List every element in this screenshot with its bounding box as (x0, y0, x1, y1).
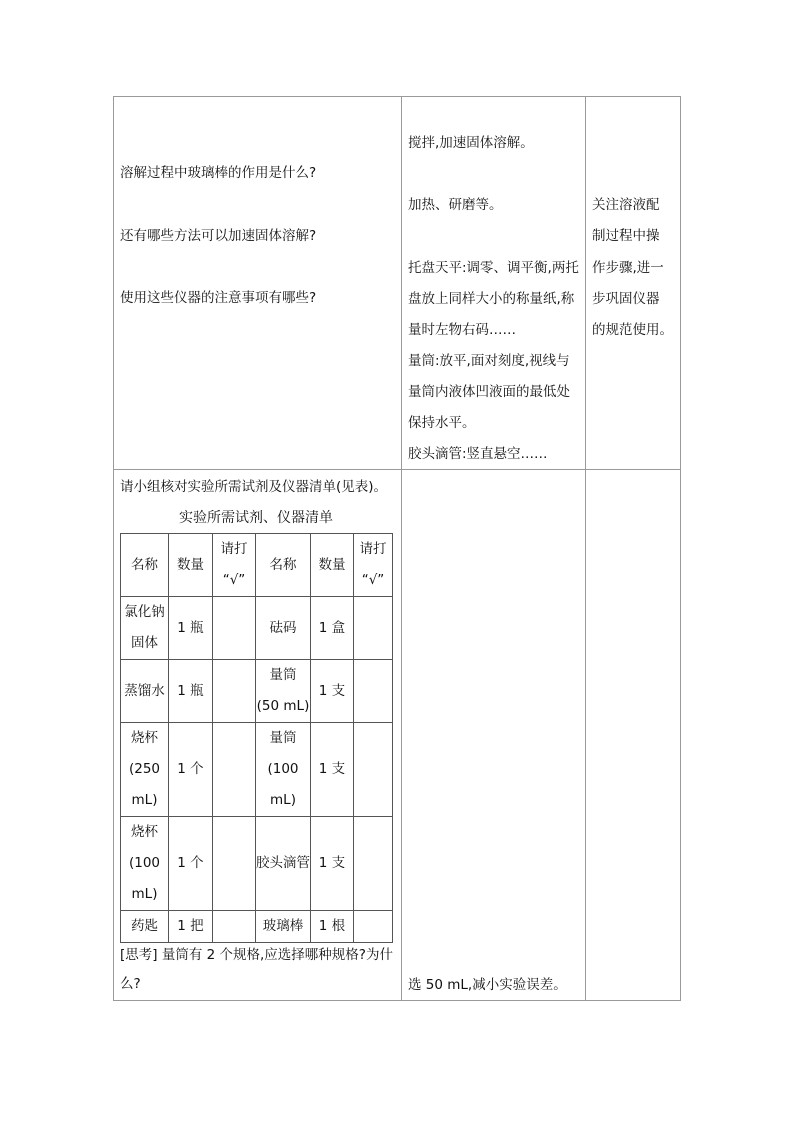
item-quantity: 1 瓶 (169, 597, 213, 660)
item-name: 蒸馏水 (121, 660, 169, 723)
question-speed-dissolve: 还有哪些方法可以加速固体溶解? (120, 228, 317, 244)
table-row (121, 817, 393, 911)
answer-line: 胶头滴管:竖直悬空…… (408, 446, 548, 462)
check-cell[interactable] (213, 723, 256, 817)
header-check: 请打 “√” (354, 534, 393, 597)
item-name: 氯化钠 固体 (121, 597, 169, 660)
check-cell[interactable] (213, 911, 256, 943)
row-divider (113, 469, 681, 470)
header-check: 请打 “√” (213, 534, 256, 597)
header-name: 名称 (256, 534, 311, 597)
design-intent-line: 关注溶液配 (592, 197, 660, 213)
item-name: 烧杯 (250 mL) (121, 723, 169, 817)
reagent-instrument-table (120, 533, 393, 943)
answer-line: 搅拌,加速固体溶解。 (408, 135, 534, 151)
answer-line: 量时左物右码…… (408, 322, 516, 338)
item-quantity: 1 个 (169, 723, 213, 817)
answer-line: 量筒:放平,面对刻度,视线与 (408, 353, 570, 369)
think-question-line: [思考] 量筒有 2 个规格,应选择哪种规格?为什 (120, 947, 393, 963)
column-divider-1 (401, 96, 402, 1001)
check-cell[interactable] (213, 597, 256, 660)
answer-line: 加热、研磨等。 (408, 197, 503, 213)
item-name: 砝码 (256, 597, 311, 660)
question-glass-rod: 溶解过程中玻璃棒的作用是什么? (120, 165, 317, 181)
question-instrument-notes: 使用这些仪器的注意事项有哪些? (120, 290, 317, 306)
header-quantity: 数量 (169, 534, 213, 597)
answer-line: 保持水平。 (408, 415, 476, 431)
check-cell[interactable] (213, 660, 256, 723)
table-row (121, 723, 393, 817)
check-cell[interactable] (354, 817, 393, 911)
item-quantity: 1 支 (311, 723, 354, 817)
design-intent-line: 的规范使用。 (592, 322, 673, 338)
checklist-instruction: 请小组核对实验所需试剂及仪器清单(见表)。 (120, 479, 388, 495)
item-quantity: 1 支 (311, 817, 354, 911)
header-quantity: 数量 (311, 534, 354, 597)
check-cell[interactable] (354, 911, 393, 943)
item-quantity: 1 把 (169, 911, 213, 943)
design-intent-line: 作步骤,进一 (592, 260, 664, 276)
check-cell[interactable] (213, 817, 256, 911)
think-question-line: 么? (120, 976, 141, 992)
table-row (121, 911, 393, 943)
item-quantity: 1 支 (311, 660, 354, 723)
answer-line: 盘放上同样大小的称量纸,称 (408, 291, 575, 307)
table-header-row (121, 534, 393, 597)
item-quantity: 1 根 (311, 911, 354, 943)
item-quantity: 1 个 (169, 817, 213, 911)
answer-line: 托盘天平:调零、调平衡,两托 (408, 260, 579, 276)
design-intent-line: 制过程中操 (592, 228, 660, 244)
item-name: 玻璃棒 (256, 911, 311, 943)
item-quantity: 1 瓶 (169, 660, 213, 723)
check-cell[interactable] (354, 597, 393, 660)
header-name: 名称 (121, 534, 169, 597)
item-name: 药匙 (121, 911, 169, 943)
item-quantity: 1 盒 (311, 597, 354, 660)
item-name: 胶头滴管 (256, 817, 311, 911)
design-intent-line: 步巩固仪器 (592, 291, 660, 307)
answer-line: 量筒内液体凹液面的最低处 (408, 384, 570, 400)
table-row (121, 660, 393, 723)
column-divider-2 (585, 96, 586, 1001)
item-name: 量筒 (50 mL) (256, 660, 311, 723)
check-cell[interactable] (354, 723, 393, 817)
item-name: 烧杯 (100 mL) (121, 817, 169, 911)
check-cell[interactable] (354, 660, 393, 723)
table-row (121, 597, 393, 660)
think-answer: 选 50 mL,减小实验误差。 (408, 977, 567, 993)
table-caption: 实验所需试剂、仪器清单 (179, 510, 333, 526)
item-name: 量筒 (100 mL) (256, 723, 311, 817)
